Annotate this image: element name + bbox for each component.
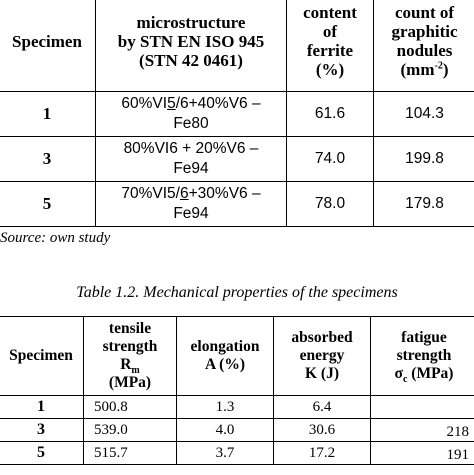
microstructure-table: [0, 0, 474, 227]
cell-fatigue: 191: [371, 442, 474, 465]
header-specimen: Specimen: [0, 0, 96, 92]
cell-specimen: 1: [0, 396, 84, 419]
table-row: [0, 182, 474, 227]
cell-specimen: 3: [0, 137, 96, 182]
cell-tensile: 539.0: [84, 419, 177, 442]
cell-ferrite: 61.6: [287, 92, 374, 137]
header-fatigue-strength: fatigue strength $\sigma_c$ (MPa): [371, 317, 474, 396]
cell-microstructure: 70%VI5/6+30%V6 – Fe94: [96, 182, 287, 227]
cell-nodule-count: 199.8: [374, 137, 474, 182]
cell-specimen: 5: [0, 182, 96, 227]
cell-energy: 6.4: [274, 396, 371, 419]
header-tensile-strength: tensile strength $R_m$ (MPa): [84, 317, 177, 396]
table-row: [0, 442, 474, 465]
table-row: [0, 419, 474, 442]
mechanical-properties-table: [0, 316, 474, 465]
cell-energy: 30.6: [274, 419, 371, 442]
cell-fatigue: 218: [371, 419, 474, 442]
table-row: [0, 92, 474, 137]
cell-nodule-count: 179.8: [374, 182, 474, 227]
cell-energy: 17.2: [274, 442, 371, 465]
cell-specimen: 1: [0, 92, 96, 137]
header-nodule-count: count of graphitic nodules $(mm^{-2})$: [374, 0, 474, 92]
table-header-row: [0, 317, 474, 396]
cell-specimen: 5: [0, 442, 84, 465]
table-caption: Table 1.2. Mechanical properties of the specimens: [76, 284, 398, 301]
header-microstructure: microstructure by STN EN ISO 945 (STN 42 0461): [96, 0, 287, 92]
cell-tensile: 515.7: [84, 442, 177, 465]
cell-elongation: 3.7: [177, 442, 274, 465]
cell-ferrite: 74.0: [287, 137, 374, 182]
cell-nodule-count: 104.3: [374, 92, 474, 137]
header-ferrite-content: content of ferrite (%): [287, 0, 374, 92]
table-header-row: [0, 0, 474, 92]
header-specimen: Specimen: [0, 317, 84, 396]
cell-microstructure: 60%VI5/6+40%V6 – Fe80: [96, 92, 287, 137]
header-absorbed-energy: absorbed energy K (J): [274, 317, 371, 396]
cell-ferrite: 78.0: [287, 182, 374, 227]
table-row: [0, 137, 474, 182]
cell-tensile: 500.8: [84, 396, 177, 419]
cell-specimen: 3: [0, 419, 84, 442]
cell-elongation: 1.3: [177, 396, 274, 419]
cell-elongation: 4.0: [177, 419, 274, 442]
cell-microstructure: 80%VI6 + 20%V6 – Fe94: [96, 137, 287, 182]
header-elongation: elongation A (%): [177, 317, 274, 396]
source-note: Source: own study: [0, 230, 111, 246]
table-row: [0, 396, 474, 419]
cell-fatigue: [371, 396, 474, 419]
